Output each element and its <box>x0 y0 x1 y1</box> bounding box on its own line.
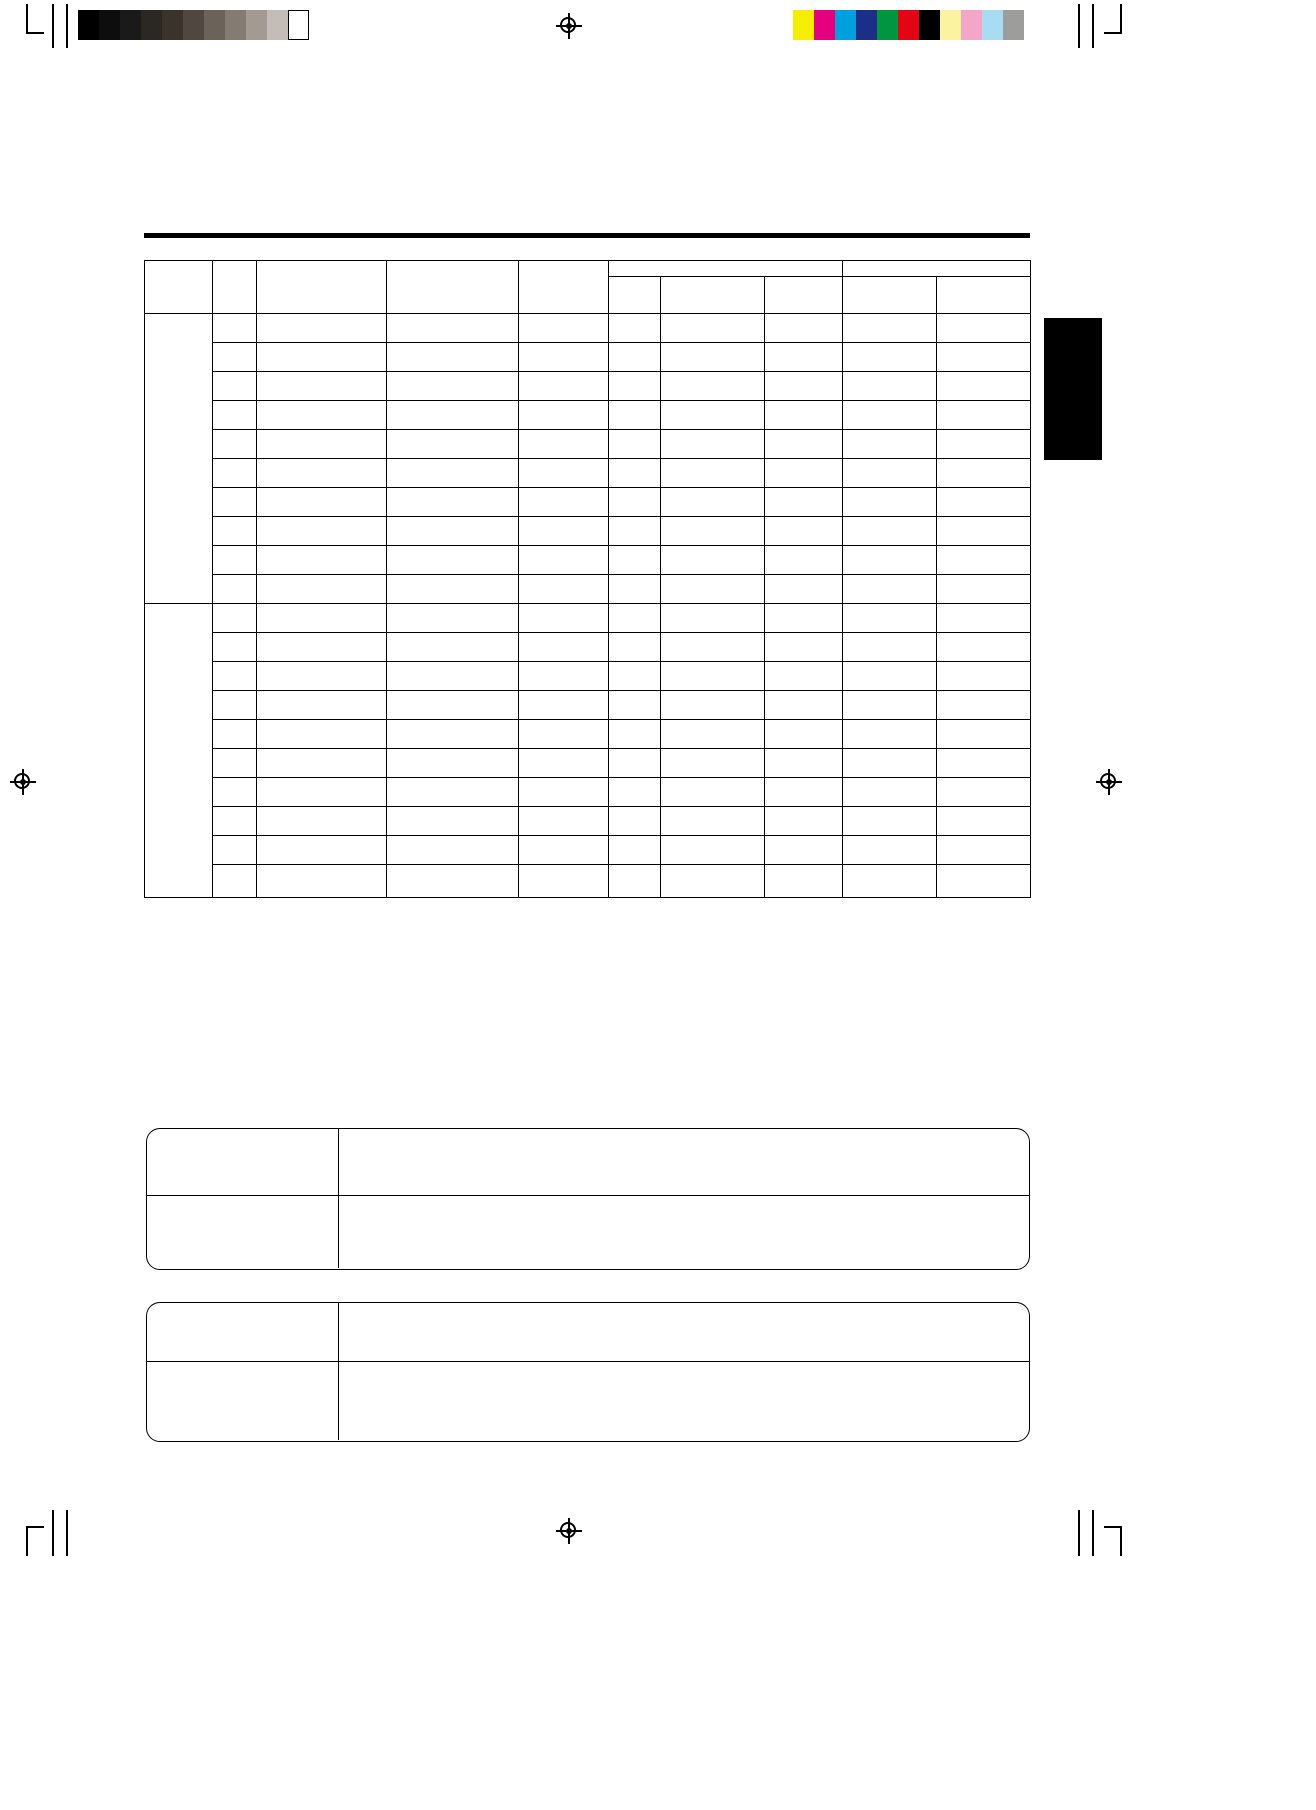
cell-v2 <box>661 807 765 836</box>
cell-v5 <box>937 691 1031 720</box>
crop-mark-bottom-right <box>1078 1510 1124 1556</box>
cell-v5 <box>937 720 1031 749</box>
cell-item <box>257 372 387 401</box>
cell-v3 <box>765 807 843 836</box>
cell-item <box>257 488 387 517</box>
note-row <box>147 1129 1029 1195</box>
note-body <box>339 1303 1029 1361</box>
cell-item <box>257 314 387 343</box>
cell-spec <box>519 604 609 633</box>
cell-v1 <box>609 633 661 662</box>
cell-v2 <box>661 546 765 575</box>
cell-description <box>387 430 519 459</box>
cell-v3 <box>765 633 843 662</box>
cell-v3 <box>765 343 843 372</box>
cell-description <box>387 517 519 546</box>
cell-v4 <box>843 343 937 372</box>
cell-description <box>387 691 519 720</box>
header-subcell-4 <box>843 277 937 314</box>
cell-spec <box>519 633 609 662</box>
table-row <box>145 778 1031 807</box>
cell-spec <box>519 314 609 343</box>
cell-v4 <box>843 662 937 691</box>
cell-item <box>257 662 387 691</box>
cell-v3 <box>765 401 843 430</box>
table-row <box>145 604 1031 633</box>
cell-v4 <box>843 314 937 343</box>
header-cell-item <box>257 261 387 314</box>
cell-v3 <box>765 517 843 546</box>
cell-v3 <box>765 546 843 575</box>
cell-v5 <box>937 778 1031 807</box>
cell-item <box>257 778 387 807</box>
registration-target-right <box>1096 769 1122 795</box>
table-row <box>145 372 1031 401</box>
cell-spec <box>519 778 609 807</box>
cell-v4 <box>843 865 937 898</box>
cell-no <box>213 633 257 662</box>
cell-description <box>387 372 519 401</box>
cell-v5 <box>937 314 1031 343</box>
cell-v4 <box>843 575 937 604</box>
cell-spec <box>519 401 609 430</box>
cell-v1 <box>609 517 661 546</box>
cell-v2 <box>661 836 765 865</box>
row-group-label-upper <box>145 314 213 604</box>
cell-no <box>213 401 257 430</box>
cell-no <box>213 691 257 720</box>
cell-v2 <box>661 749 765 778</box>
cell-v3 <box>765 575 843 604</box>
cell-v2 <box>661 488 765 517</box>
cell-no <box>213 865 257 898</box>
cell-v3 <box>765 372 843 401</box>
note-body <box>339 1196 1029 1268</box>
cell-v5 <box>937 749 1031 778</box>
table-row <box>145 720 1031 749</box>
cell-v4 <box>843 836 937 865</box>
cell-description <box>387 720 519 749</box>
cell-v3 <box>765 430 843 459</box>
header-subcell-5 <box>937 277 1031 314</box>
cell-item <box>257 546 387 575</box>
table-header-row-group <box>145 261 1031 277</box>
cell-v5 <box>937 865 1031 898</box>
cell-spec <box>519 517 609 546</box>
cell-v2 <box>661 575 765 604</box>
registration-target-bottom <box>556 1518 582 1544</box>
cell-description <box>387 401 519 430</box>
cell-v1 <box>609 575 661 604</box>
page-thumb-tab <box>1044 318 1102 460</box>
cell-spec <box>519 865 609 898</box>
cell-v3 <box>765 314 843 343</box>
cell-v5 <box>937 633 1031 662</box>
cell-v2 <box>661 604 765 633</box>
cell-v1 <box>609 459 661 488</box>
cell-no <box>213 575 257 604</box>
cell-v2 <box>661 401 765 430</box>
cell-v1 <box>609 720 661 749</box>
cell-item <box>257 720 387 749</box>
cell-no <box>213 720 257 749</box>
cell-v4 <box>843 430 937 459</box>
header-cell-spec <box>519 261 609 314</box>
cell-v2 <box>661 459 765 488</box>
cell-spec <box>519 372 609 401</box>
cell-item <box>257 836 387 865</box>
row-group-label-lower <box>145 604 213 898</box>
cell-v3 <box>765 865 843 898</box>
cell-item <box>257 807 387 836</box>
cell-v5 <box>937 459 1031 488</box>
header-group-cell-left <box>609 261 843 277</box>
table-row <box>145 633 1031 662</box>
cell-description <box>387 807 519 836</box>
table-row <box>145 662 1031 691</box>
cell-description <box>387 343 519 372</box>
note-label <box>147 1129 339 1195</box>
cell-item <box>257 865 387 898</box>
cell-v4 <box>843 691 937 720</box>
cell-no <box>213 430 257 459</box>
note-body <box>339 1362 1029 1440</box>
cell-item <box>257 401 387 430</box>
table-row <box>145 575 1031 604</box>
cell-v4 <box>843 778 937 807</box>
cell-v4 <box>843 401 937 430</box>
cell-v2 <box>661 633 765 662</box>
cell-v2 <box>661 517 765 546</box>
crop-mark-top-left <box>26 4 70 48</box>
cell-item <box>257 459 387 488</box>
cell-v1 <box>609 488 661 517</box>
specification-table <box>144 260 1031 898</box>
cell-v4 <box>843 720 937 749</box>
cell-description <box>387 575 519 604</box>
cell-v5 <box>937 662 1031 691</box>
table-row <box>145 517 1031 546</box>
note-label <box>147 1196 339 1268</box>
cell-spec <box>519 488 609 517</box>
registration-target-top <box>556 13 582 39</box>
cell-description <box>387 604 519 633</box>
cell-item <box>257 517 387 546</box>
cell-v1 <box>609 865 661 898</box>
cell-no <box>213 749 257 778</box>
note-label <box>147 1362 339 1440</box>
cell-v1 <box>609 836 661 865</box>
cell-item <box>257 604 387 633</box>
table-row <box>145 488 1031 517</box>
header-cell-category <box>145 261 213 314</box>
note-row <box>147 1303 1029 1361</box>
cell-v3 <box>765 720 843 749</box>
cell-v4 <box>843 546 937 575</box>
cell-v5 <box>937 546 1031 575</box>
cell-v3 <box>765 662 843 691</box>
cell-item <box>257 633 387 662</box>
cell-v5 <box>937 836 1031 865</box>
cell-v2 <box>661 691 765 720</box>
cell-v1 <box>609 807 661 836</box>
header-subcell-3 <box>765 277 843 314</box>
cell-v1 <box>609 604 661 633</box>
header-cell-description <box>387 261 519 314</box>
header-group-cell-right <box>843 261 1031 277</box>
cell-v4 <box>843 633 937 662</box>
cell-v3 <box>765 604 843 633</box>
cell-v1 <box>609 314 661 343</box>
cell-no <box>213 488 257 517</box>
table-row <box>145 401 1031 430</box>
table-row <box>145 546 1031 575</box>
registration-target-left <box>10 769 36 795</box>
cell-v4 <box>843 372 937 401</box>
cell-no <box>213 807 257 836</box>
header-cell-no <box>213 261 257 314</box>
table-row <box>145 749 1031 778</box>
cell-v5 <box>937 517 1031 546</box>
cell-v1 <box>609 662 661 691</box>
cell-v2 <box>661 778 765 807</box>
cell-no <box>213 836 257 865</box>
cell-v3 <box>765 749 843 778</box>
cell-v5 <box>937 488 1031 517</box>
grayscale-calibration-strip <box>78 10 309 40</box>
cell-v3 <box>765 778 843 807</box>
cell-description <box>387 662 519 691</box>
cell-spec <box>519 691 609 720</box>
cell-no <box>213 517 257 546</box>
cell-v5 <box>937 430 1031 459</box>
cell-spec <box>519 720 609 749</box>
table-row <box>145 807 1031 836</box>
cell-v5 <box>937 575 1031 604</box>
cell-v2 <box>661 720 765 749</box>
cell-no <box>213 546 257 575</box>
cell-description <box>387 778 519 807</box>
table-row <box>145 836 1031 865</box>
table-row <box>145 459 1031 488</box>
cell-spec <box>519 749 609 778</box>
table-row <box>145 691 1031 720</box>
cell-no <box>213 314 257 343</box>
cell-v2 <box>661 343 765 372</box>
cell-no <box>213 662 257 691</box>
cell-v4 <box>843 459 937 488</box>
cell-description <box>387 836 519 865</box>
cell-v3 <box>765 488 843 517</box>
note-label <box>147 1303 339 1361</box>
cell-description <box>387 546 519 575</box>
crop-mark-top-right <box>1078 4 1124 48</box>
note-box-upper <box>146 1128 1030 1270</box>
table-row <box>145 430 1031 459</box>
cell-item <box>257 430 387 459</box>
cell-v3 <box>765 459 843 488</box>
table-row <box>145 865 1031 898</box>
cell-no <box>213 459 257 488</box>
cell-v2 <box>661 372 765 401</box>
cell-v1 <box>609 691 661 720</box>
cell-description <box>387 459 519 488</box>
table-body <box>145 314 1031 898</box>
table-row <box>145 314 1031 343</box>
cell-description <box>387 314 519 343</box>
table-row <box>145 343 1031 372</box>
cell-spec <box>519 459 609 488</box>
cell-spec <box>519 575 609 604</box>
cell-no <box>213 372 257 401</box>
cell-no <box>213 343 257 372</box>
cell-item <box>257 691 387 720</box>
cell-spec <box>519 807 609 836</box>
cell-description <box>387 749 519 778</box>
note-row <box>147 1361 1029 1440</box>
cell-v1 <box>609 546 661 575</box>
cell-v2 <box>661 662 765 691</box>
cell-description <box>387 865 519 898</box>
cell-v1 <box>609 372 661 401</box>
crop-mark-bottom-left <box>26 1510 70 1556</box>
cell-v4 <box>843 488 937 517</box>
cell-v4 <box>843 517 937 546</box>
header-subcell-1 <box>609 277 661 314</box>
cell-v1 <box>609 749 661 778</box>
cell-v5 <box>937 401 1031 430</box>
cell-v4 <box>843 807 937 836</box>
cell-v4 <box>843 604 937 633</box>
note-box-lower <box>146 1302 1030 1442</box>
cell-no <box>213 604 257 633</box>
cell-v4 <box>843 749 937 778</box>
cell-no <box>213 778 257 807</box>
section-rule <box>144 233 1030 238</box>
cell-v5 <box>937 604 1031 633</box>
cell-item <box>257 749 387 778</box>
cell-v2 <box>661 314 765 343</box>
cell-v2 <box>661 430 765 459</box>
note-row <box>147 1195 1029 1268</box>
header-subcell-2 <box>661 277 765 314</box>
cell-spec <box>519 836 609 865</box>
cell-description <box>387 488 519 517</box>
cell-v2 <box>661 865 765 898</box>
cell-v3 <box>765 836 843 865</box>
cell-spec <box>519 430 609 459</box>
cell-spec <box>519 343 609 372</box>
cell-v5 <box>937 807 1031 836</box>
cell-v1 <box>609 343 661 372</box>
color-calibration-strip <box>793 10 1024 40</box>
cell-v5 <box>937 372 1031 401</box>
cell-v1 <box>609 401 661 430</box>
cell-spec <box>519 546 609 575</box>
cell-v5 <box>937 343 1031 372</box>
cell-spec <box>519 662 609 691</box>
cell-description <box>387 633 519 662</box>
cell-v1 <box>609 778 661 807</box>
cell-v3 <box>765 691 843 720</box>
cell-v1 <box>609 430 661 459</box>
note-body <box>339 1129 1029 1195</box>
cell-item <box>257 343 387 372</box>
cell-item <box>257 575 387 604</box>
